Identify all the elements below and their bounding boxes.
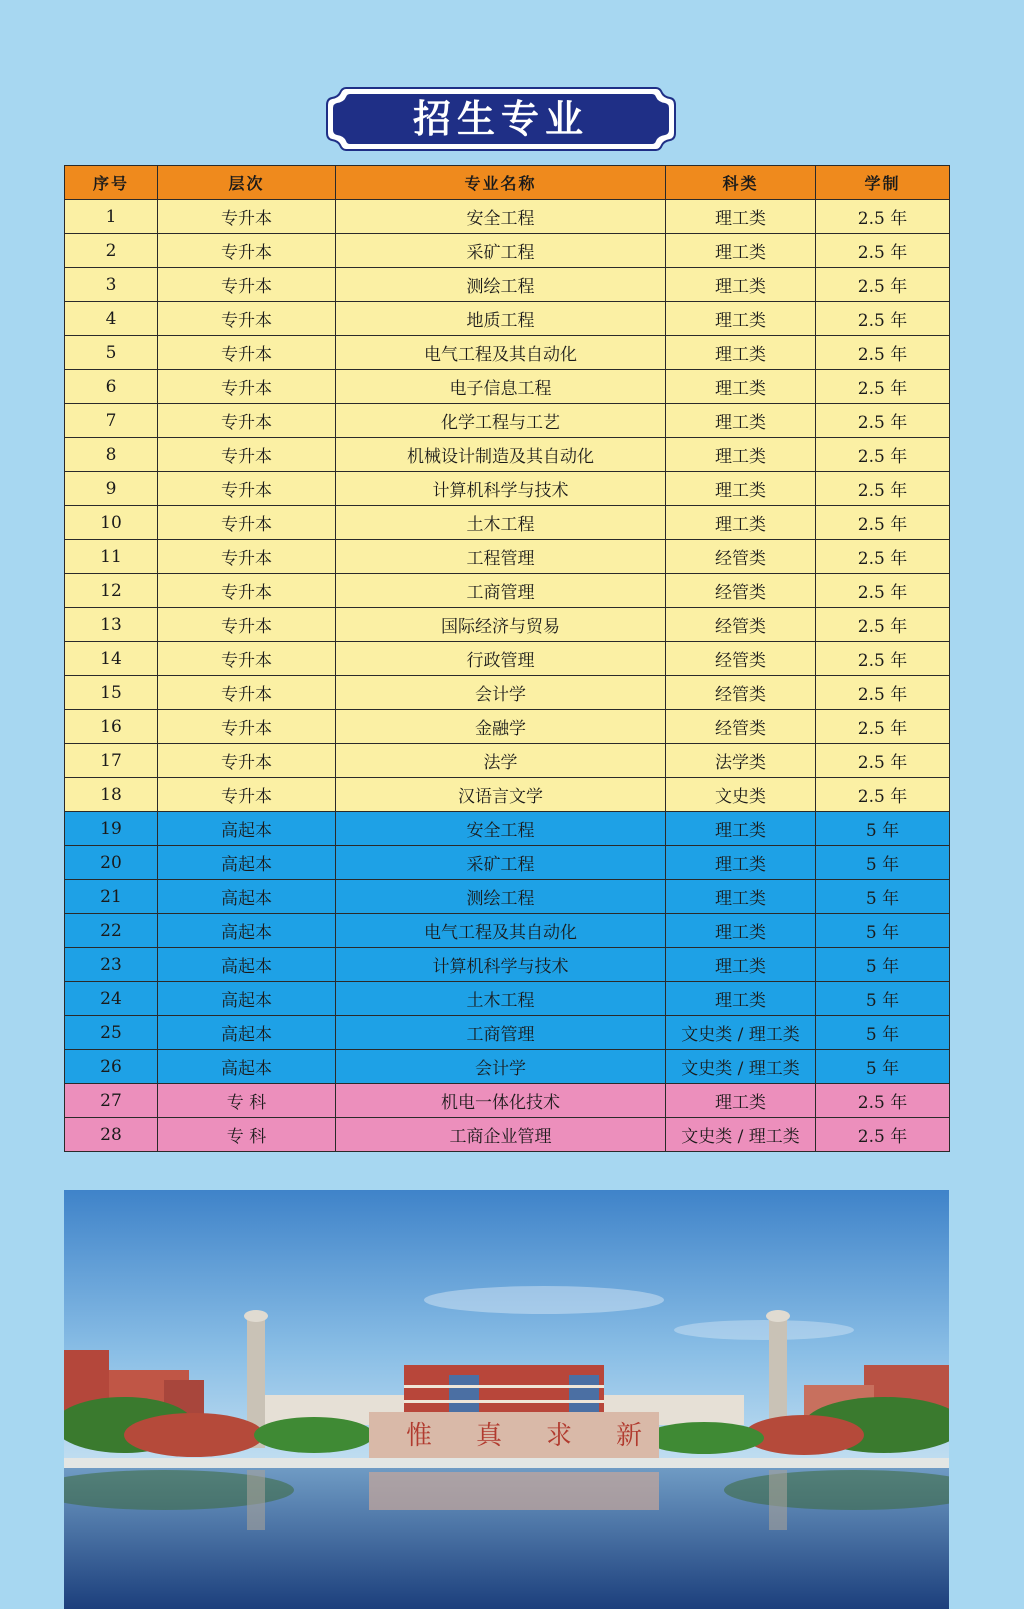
cell-duration: 2.5 年 [816,268,950,302]
cell-no: 10 [65,506,158,540]
cell-level: 专升本 [158,744,336,778]
table-row [65,268,950,302]
table-row [65,948,950,982]
table-row [65,608,950,642]
stone-char-4: 新 [616,1421,643,1451]
cell-category: 理工类 [666,200,816,234]
cell-level: 专升本 [158,336,336,370]
cell-level: 专升本 [158,370,336,404]
cell-category: 理工类 [666,1084,816,1118]
table-row [65,642,950,676]
cell-category: 理工类 [666,948,816,982]
cell-level: 专升本 [158,200,336,234]
table-row [65,846,950,880]
cell-level: 专升本 [158,302,336,336]
cell-level: 专升本 [158,234,336,268]
table-row [65,744,950,778]
cell-no: 12 [65,574,158,608]
cell-category: 理工类 [666,880,816,914]
table-row [65,710,950,744]
table-row [65,506,950,540]
cell-duration: 2.5 年 [816,234,950,268]
cell-category: 经管类 [666,608,816,642]
cell-level: 专升本 [158,710,336,744]
cell-no: 11 [65,540,158,574]
cell-level: 专升本 [158,608,336,642]
table-row [65,370,950,404]
cell-duration: 2.5 年 [816,540,950,574]
cell-no: 15 [65,676,158,710]
cell-no: 22 [65,914,158,948]
cell-major: 汉语言文学 [336,778,666,812]
cell-level: 专 科 [158,1118,336,1152]
cell-category: 理工类 [666,472,816,506]
cell-level: 专升本 [158,540,336,574]
table-row [65,982,950,1016]
stone-char-3: 求 [546,1421,573,1451]
cell-category: 经管类 [666,574,816,608]
cell-major: 安全工程 [336,200,666,234]
table-row [65,302,950,336]
cell-major: 采矿工程 [336,846,666,880]
cell-level: 高起本 [158,948,336,982]
cell-duration: 5 年 [816,846,950,880]
cell-level: 专 科 [158,1084,336,1118]
cell-duration: 2.5 年 [816,1084,950,1118]
cell-category: 文史类 / 理工类 [666,1050,816,1084]
cell-no: 9 [65,472,158,506]
cell-no: 3 [65,268,158,302]
cell-duration: 2.5 年 [816,302,950,336]
table-row [65,200,950,234]
cell-duration: 5 年 [816,812,950,846]
cell-category: 理工类 [666,982,816,1016]
cell-level: 专升本 [158,676,336,710]
cell-level: 高起本 [158,982,336,1016]
cell-level: 专升本 [158,778,336,812]
cell-major: 行政管理 [336,642,666,676]
cell-category: 理工类 [666,438,816,472]
cell-major: 工商企业管理 [336,1118,666,1152]
cell-no: 4 [65,302,158,336]
cell-category: 理工类 [666,846,816,880]
table-row [65,778,950,812]
cell-no: 7 [65,404,158,438]
cell-major: 安全工程 [336,812,666,846]
table-row [65,1050,950,1084]
cell-major: 计算机科学与技术 [336,948,666,982]
header-category: 科类 [666,166,816,200]
cell-major: 电子信息工程 [336,370,666,404]
cell-duration: 2.5 年 [816,370,950,404]
cell-duration: 2.5 年 [816,676,950,710]
cell-major: 计算机科学与技术 [336,472,666,506]
cell-major: 会计学 [336,676,666,710]
cell-duration: 2.5 年 [816,778,950,812]
cell-major: 地质工程 [336,302,666,336]
table-row [65,880,950,914]
cell-no: 23 [65,948,158,982]
cell-level: 高起本 [158,880,336,914]
table-row [65,336,950,370]
cell-duration: 2.5 年 [816,744,950,778]
cell-no: 28 [65,1118,158,1152]
stone-char-2: 真 [476,1421,503,1451]
table-row [65,1016,950,1050]
cell-level: 专升本 [158,642,336,676]
page-title: 招生专业 [412,97,589,141]
cell-duration: 2.5 年 [816,200,950,234]
cell-no: 21 [65,880,158,914]
cell-level: 高起本 [158,1050,336,1084]
cell-category: 经管类 [666,642,816,676]
cell-no: 20 [65,846,158,880]
cell-major: 工程管理 [336,540,666,574]
cell-category: 理工类 [666,370,816,404]
table-row [65,234,950,268]
table-row [65,574,950,608]
cell-no: 5 [65,336,158,370]
cell-major: 金融学 [336,710,666,744]
cell-level: 高起本 [158,914,336,948]
cell-level: 专升本 [158,472,336,506]
table-body [65,200,950,1152]
cell-category: 理工类 [666,914,816,948]
cell-level: 专升本 [158,506,336,540]
cell-duration: 5 年 [816,1050,950,1084]
table-header-row [65,166,950,200]
cell-major: 测绘工程 [336,880,666,914]
campus-photo [64,1190,949,1609]
cell-category: 文史类 / 理工类 [666,1016,816,1050]
cell-no: 1 [65,200,158,234]
cell-no: 19 [65,812,158,846]
cell-duration: 2.5 年 [816,472,950,506]
cell-category: 理工类 [666,302,816,336]
table-row [65,540,950,574]
table-row [65,1118,950,1152]
table-row [65,914,950,948]
cell-category: 文史类 [666,778,816,812]
cell-major: 土木工程 [336,506,666,540]
cell-level: 高起本 [158,1016,336,1050]
cell-category: 理工类 [666,268,816,302]
table-row [65,812,950,846]
cell-duration: 2.5 年 [816,506,950,540]
cell-major: 工商管理 [336,1016,666,1050]
cell-duration: 2.5 年 [816,438,950,472]
cell-category: 经管类 [666,710,816,744]
cell-major: 工商管理 [336,574,666,608]
table-row [65,438,950,472]
cell-category: 经管类 [666,676,816,710]
cell-major: 法学 [336,744,666,778]
cell-duration: 5 年 [816,1016,950,1050]
cell-category: 法学类 [666,744,816,778]
table-row [65,404,950,438]
majors-table [64,165,950,1152]
cell-major: 土木工程 [336,982,666,1016]
title-banner [324,85,678,153]
table-row [65,1084,950,1118]
cell-category: 理工类 [666,336,816,370]
cell-duration: 2.5 年 [816,1118,950,1152]
cell-duration: 2.5 年 [816,336,950,370]
cell-level: 高起本 [158,812,336,846]
cell-category: 理工类 [666,812,816,846]
cell-no: 16 [65,710,158,744]
cell-major: 化学工程与工艺 [336,404,666,438]
cell-no: 26 [65,1050,158,1084]
cell-level: 专升本 [158,404,336,438]
cell-no: 14 [65,642,158,676]
cell-no: 17 [65,744,158,778]
cell-level: 高起本 [158,846,336,880]
cell-no: 8 [65,438,158,472]
cell-duration: 2.5 年 [816,642,950,676]
cell-no: 6 [65,370,158,404]
header-major: 专业名称 [336,166,666,200]
cell-no: 2 [65,234,158,268]
cell-duration: 2.5 年 [816,404,950,438]
cell-major: 会计学 [336,1050,666,1084]
header-no: 序号 [65,166,158,200]
cell-no: 18 [65,778,158,812]
cell-duration: 5 年 [816,948,950,982]
cell-category: 理工类 [666,234,816,268]
cell-duration: 2.5 年 [816,608,950,642]
cell-major: 国际经济与贸易 [336,608,666,642]
cell-major: 测绘工程 [336,268,666,302]
cell-duration: 5 年 [816,914,950,948]
cell-no: 27 [65,1084,158,1118]
stone-char-1: 惟 [406,1421,433,1451]
table-row [65,676,950,710]
cell-level: 专升本 [158,438,336,472]
cell-category: 理工类 [666,506,816,540]
cell-level: 专升本 [158,574,336,608]
cell-major: 机电一体化技术 [336,1084,666,1118]
header-duration: 学制 [816,166,950,200]
cell-major: 电气工程及其自动化 [336,914,666,948]
cell-category: 经管类 [666,540,816,574]
table-row [65,472,950,506]
cell-category: 文史类 / 理工类 [666,1118,816,1152]
cell-category: 理工类 [666,404,816,438]
cell-major: 机械设计制造及其自动化 [336,438,666,472]
cell-no: 13 [65,608,158,642]
campus-gate-image [64,1190,949,1609]
cell-duration: 2.5 年 [816,574,950,608]
header-level: 层次 [158,166,336,200]
cell-duration: 5 年 [816,982,950,1016]
cell-duration: 2.5 年 [816,710,950,744]
cell-no: 25 [65,1016,158,1050]
cell-major: 电气工程及其自动化 [336,336,666,370]
cell-level: 专升本 [158,268,336,302]
cell-duration: 5 年 [816,880,950,914]
cell-major: 采矿工程 [336,234,666,268]
cell-no: 24 [65,982,158,1016]
